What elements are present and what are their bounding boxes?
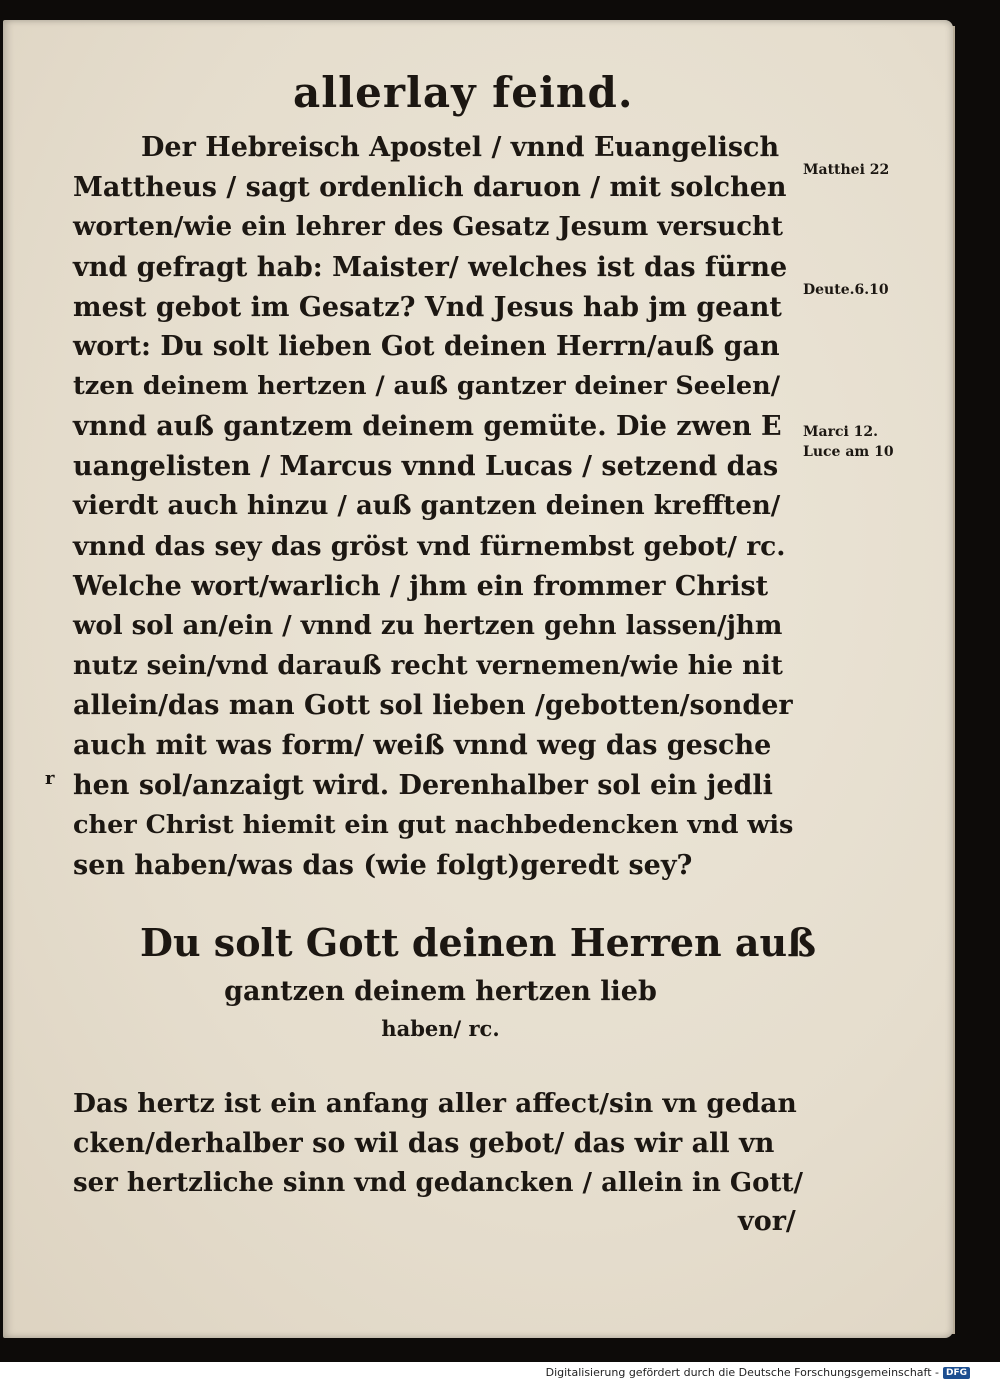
margin-note-deute: Deute.6.10: [803, 282, 889, 298]
margin-note-marci: Marci 12.: [803, 424, 879, 440]
margin-mark: r: [45, 768, 55, 789]
paragraph-1: [73, 128, 793, 886]
margin-note-luce: Luce am 10: [803, 444, 894, 460]
dfg-logo: DFG: [943, 1367, 970, 1379]
text-line: uangelisten / Marcus vnnd Lucas / setzend das: [73, 451, 779, 483]
text-line: allein/das man Gott sol lieben /gebotten/sonder: [73, 690, 793, 722]
section-heading-line-3: haben/ rc.: [381, 1016, 500, 1041]
credit-text: Digitalisierung gefördert durch die Deutsche Forschungsgemeinschaft -: [545, 1366, 939, 1379]
catchword: vor/: [738, 1206, 796, 1237]
text-line: Der Hebreisch Apostel / vnnd Euangelisch: [141, 132, 780, 163]
text-line: ser hertzliche sinn vnd gedancken / allein in Gott/: [73, 1167, 803, 1198]
section-heading: Du solt Gott deinen Herren auß: [139, 920, 817, 965]
text-line: cher Christ hiemit ein gut nachbedencken vnd wis: [73, 810, 794, 841]
text-line: tzen deinem hertzen / auß gantzer deiner Seelen/: [73, 371, 781, 402]
text-line: wol sol an/ein / vnnd zu hertzen gehn lassen/jhm: [73, 610, 783, 641]
book-page: [3, 20, 953, 1338]
text-line: cken/derhalber so wil das gebot/ das wir all vn: [73, 1127, 775, 1159]
running-head: allerlay feind.: [293, 68, 634, 117]
text-line: vnnd auß gantzem deinem gemüte. Die zwen E: [73, 411, 782, 443]
section-heading-line-2: gantzen deinem hertzen lieb: [224, 976, 657, 1007]
show-through-text: [203, 68, 216, 110]
text-line: auch mit was form/ weiß vnnd weg das gesche: [73, 730, 772, 762]
text-line: vierdt auch hinzu / auß gantzen deinen krefften/: [73, 491, 781, 522]
margin-note-matthei: Matthei 22: [803, 162, 890, 178]
text-line: sen haben/was das (wie folgt)geredt sey?: [73, 850, 693, 882]
text-line: vnd gefragt hab: Maister/ welches ist das fürne: [73, 251, 788, 283]
text-line: hen sol/anzaigt wird. Derenhalber sol ein jedli: [73, 770, 773, 802]
text-line: mest gebot im Gesatz? Vnd Jesus hab jm geant: [73, 291, 782, 323]
paragraph-2: [73, 1084, 803, 1204]
text-line: worten/wie ein lehrer des Gesatz Jesum versucht: [73, 211, 783, 242]
text-line: Welche wort/warlich / jhm ein frommer Christ: [73, 570, 769, 602]
text-line: nutz sein/vnd darauß recht vernemen/wie hie nit: [73, 650, 783, 681]
text-line: wort: Du solt lieben Got deinen Herrn/auß gan: [73, 331, 780, 363]
digitization-credit: [546, 1366, 970, 1379]
text-line: vnnd das sey das gröst vnd fürnembst gebot/ rc.: [73, 530, 786, 562]
text-line: Mattheus / sagt ordenlich daruon / mit solchen: [73, 171, 787, 203]
text-line: Das hertz ist ein anfang aller affect/sin vn gedan: [73, 1088, 797, 1119]
